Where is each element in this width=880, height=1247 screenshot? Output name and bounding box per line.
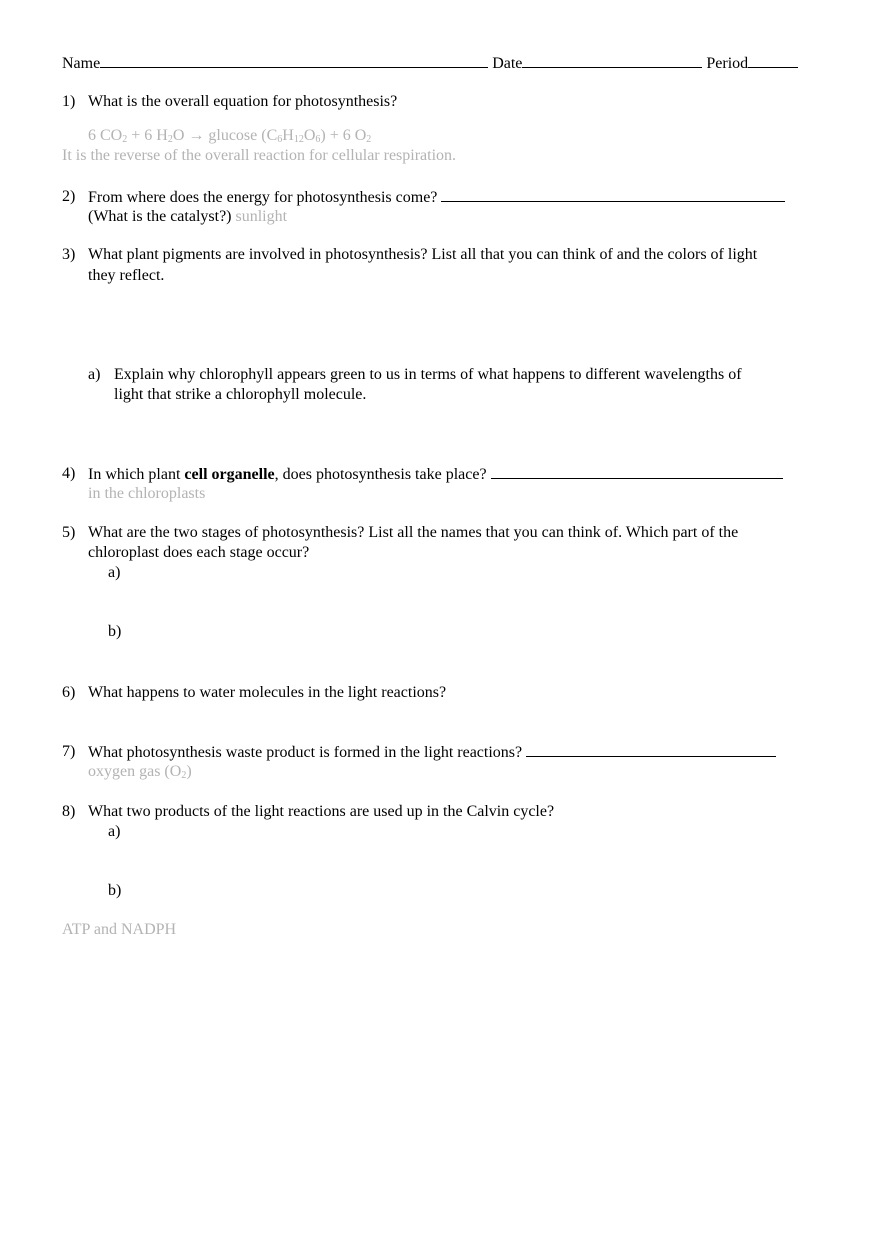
q7-answer-sub: 2: [181, 770, 187, 781]
q7-answer-post: ): [186, 763, 192, 780]
q8-b-label: b): [108, 882, 122, 899]
q4-text-post: , does photosynthesis take place?: [274, 466, 487, 483]
eq-sub: 2: [366, 134, 372, 145]
date-field[interactable]: [522, 53, 702, 68]
eq-sub: 12: [293, 134, 304, 145]
q2-question: [88, 187, 785, 208]
q7-text: What photosynthesis waste product is formed in the light reactions?: [88, 744, 523, 761]
q3a-label: a): [88, 366, 101, 383]
q8-answer: ATP and NADPH: [62, 921, 177, 938]
date-label: Date: [492, 55, 523, 72]
q1-answer-note: It is the reverse of the overall reaction for cellular respiration.: [62, 147, 457, 164]
q8-a-label: a): [108, 823, 121, 840]
q4-answer-field[interactable]: [491, 464, 783, 479]
q1-text: What is the overall equation for photosynthesis?: [88, 93, 398, 110]
eq-part: + 6 H: [127, 127, 168, 144]
period-label: Period: [706, 55, 749, 72]
q3-number: 3): [62, 246, 76, 263]
eq-part: H: [282, 127, 294, 144]
q2-text2: (What is the catalyst?): [88, 208, 232, 225]
q2-subline: [88, 207, 287, 227]
q2-answer-field[interactable]: [441, 187, 785, 202]
q7-answer: [88, 762, 192, 782]
q2-text: From where does the energy for photosynthesis come?: [88, 189, 438, 206]
q5-number: 5): [62, 524, 76, 541]
q3-text-line1: What plant pigments are involved in photosynthesis? List all that you can think of and the colors of light: [88, 246, 758, 263]
eq-sub: 6: [277, 134, 283, 145]
name-field[interactable]: [100, 53, 488, 68]
header-row: [62, 53, 798, 74]
eq-part: O: [303, 127, 316, 144]
q4-number: 4): [62, 465, 76, 482]
q7-question: [88, 742, 776, 763]
q7-answer-field[interactable]: [526, 742, 776, 757]
q5-a-label: a): [108, 564, 121, 581]
q8-text: What two products of the light reactions are used up in the Calvin cycle?: [88, 803, 555, 820]
eq-sub: 6: [315, 134, 321, 145]
period-field[interactable]: [748, 53, 798, 68]
q8-number: 8): [62, 803, 76, 820]
q4-text-pre: In which plant: [88, 466, 185, 483]
q6-number: 6): [62, 684, 76, 701]
q6-text: What happens to water molecules in the light reactions?: [88, 684, 447, 701]
q5-b-label: b): [108, 623, 122, 640]
eq-part: 6 CO: [88, 127, 123, 144]
q2-number: 2): [62, 188, 76, 205]
q3a-text-line2: light that strike a chlorophyll molecule.: [114, 386, 367, 403]
q3a-text-line1: Explain why chlorophyll appears green to us in terms of what happens to different wavelengths of: [114, 366, 742, 383]
q4-answer: in the chloroplasts: [88, 485, 206, 502]
q7-number: 7): [62, 743, 76, 760]
q5-text-line1: What are the two stages of photosynthesis? List all the names that you can think of. Which part of the: [88, 524, 739, 541]
q5-text-line2: chloroplast does each stage occur?: [88, 544, 310, 561]
eq-part: ) + 6 O: [320, 127, 367, 144]
q4-question: [88, 464, 783, 485]
eq-sub: 2: [167, 134, 173, 145]
q1-number: 1): [62, 93, 76, 110]
q1-answer-equation: [88, 126, 371, 146]
eq-sub: 2: [122, 134, 128, 145]
q4-text-bold: cell organelle: [184, 466, 275, 483]
q2-answer: sunlight: [235, 208, 288, 225]
name-label: Name: [62, 55, 101, 72]
eq-part: O → glucose (C: [172, 127, 278, 144]
q7-answer-pre: oxygen gas (O: [88, 763, 182, 780]
q3-text-line2: they reflect.: [88, 267, 165, 284]
